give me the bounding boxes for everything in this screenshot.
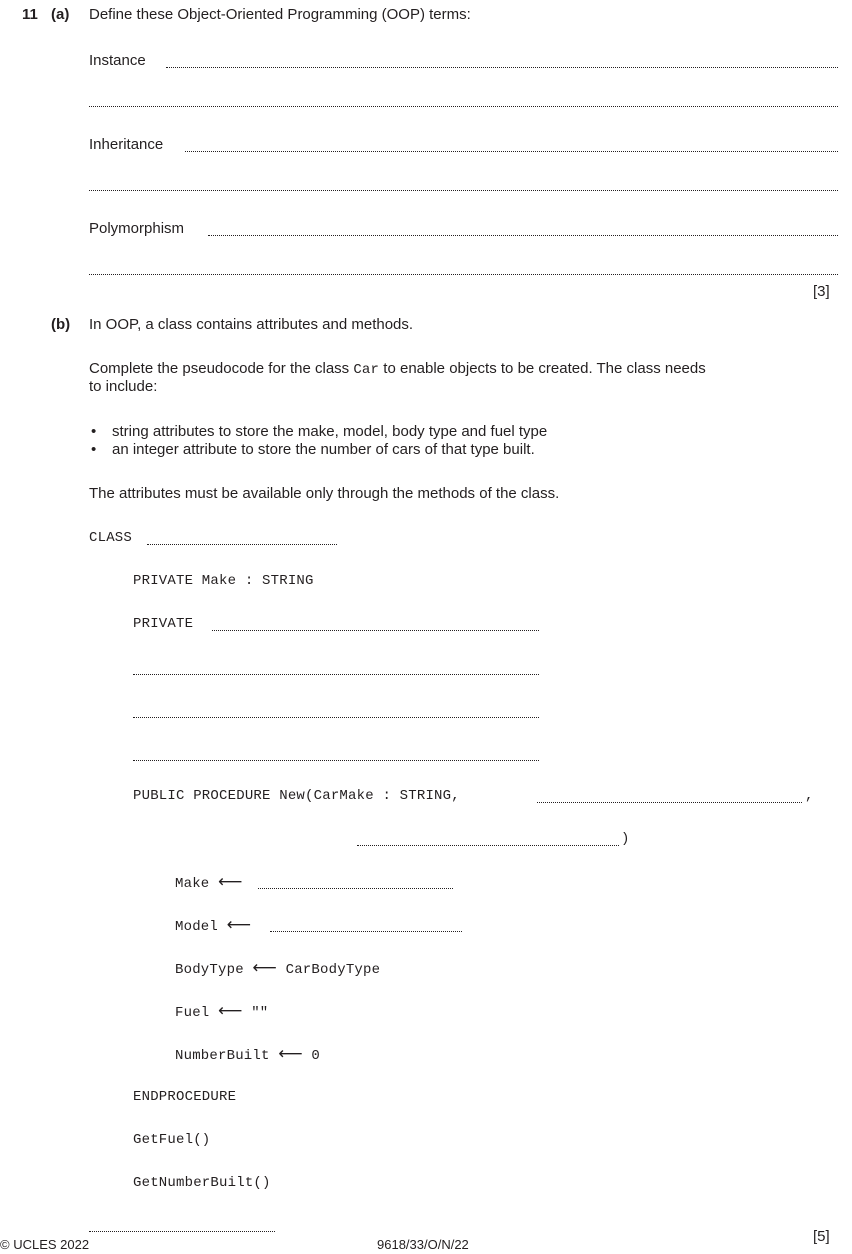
answer-line bbox=[133, 717, 539, 718]
code-private-make: PRIVATE Make : STRING bbox=[133, 573, 314, 589]
class-name-code: Car bbox=[353, 362, 380, 378]
code-class-keyword: CLASS bbox=[89, 530, 133, 546]
part-b-note: The attributes must be available only through the methods of the class. bbox=[89, 485, 560, 502]
code-endprocedure: ENDPROCEDURE bbox=[133, 1089, 237, 1105]
assignment-arrow-icon: ⟵ bbox=[252, 958, 277, 978]
code-comma: , bbox=[805, 788, 814, 804]
code-var: Make bbox=[175, 876, 210, 892]
code-private-keyword: PRIVATE bbox=[133, 616, 194, 632]
assignment-arrow-icon: ⟵ bbox=[218, 872, 243, 892]
part-b-label: (b) bbox=[51, 316, 71, 333]
assignment-arrow-icon: ⟵ bbox=[218, 1001, 243, 1021]
part-b-instruction-line2: to include: bbox=[89, 378, 158, 395]
answer-line bbox=[185, 151, 838, 152]
code-var: NumberBuilt bbox=[175, 1048, 270, 1064]
code-make-assign bbox=[175, 873, 243, 893]
assignment-arrow-icon: ⟵ bbox=[278, 1044, 303, 1064]
answer-line bbox=[270, 931, 462, 932]
code-constructor: PUBLIC PROCEDURE New(CarMake : STRING, bbox=[133, 788, 460, 804]
part-a-prompt: Define these Object-Oriented Programming (OOP) terms: bbox=[89, 6, 471, 23]
answer-line bbox=[89, 190, 838, 191]
code-value: 0 bbox=[311, 1048, 321, 1064]
code-model-assign bbox=[175, 916, 251, 936]
part-a-marks: [3] bbox=[813, 283, 830, 300]
code-numberbuilt-assign bbox=[175, 1045, 320, 1065]
term-instance: Instance bbox=[89, 52, 146, 69]
answer-line bbox=[133, 760, 539, 761]
code-var: BodyType bbox=[175, 962, 244, 978]
code-getfuel: GetFuel() bbox=[133, 1132, 211, 1148]
instruction-text: Complete the pseudocode for the class bbox=[89, 360, 354, 377]
code-getnumberbuilt: GetNumberBuilt() bbox=[133, 1175, 271, 1191]
code-value: CarBodyType bbox=[285, 962, 381, 978]
answer-line bbox=[89, 1231, 275, 1232]
bullet-item: an integer attribute to store the number of cars of that type built. bbox=[112, 441, 535, 458]
term-polymorphism: Polymorphism bbox=[89, 220, 185, 237]
instruction-text: to enable objects to be created. The class needs bbox=[379, 360, 706, 377]
answer-line bbox=[357, 845, 619, 846]
term-inheritance: Inheritance bbox=[89, 136, 164, 153]
answer-line bbox=[258, 888, 453, 889]
answer-line bbox=[89, 274, 838, 275]
code-value: "" bbox=[251, 1005, 269, 1021]
answer-line bbox=[537, 802, 802, 803]
answer-line bbox=[89, 106, 838, 107]
answer-line bbox=[147, 544, 337, 545]
bullet-symbol: • bbox=[91, 441, 97, 458]
bullet-item: string attributes to store the make, model, body type and fuel type bbox=[112, 423, 548, 440]
code-close-paren: ) bbox=[621, 831, 630, 847]
footer-paper-code: 9618/33/O/N/22 bbox=[377, 1237, 469, 1252]
part-b-intro: In OOP, a class contains attributes and methods. bbox=[89, 316, 414, 333]
code-var: Model bbox=[175, 919, 219, 935]
answer-line bbox=[212, 630, 539, 631]
code-fuel-assign bbox=[175, 1002, 268, 1022]
part-b-marks: [5] bbox=[813, 1228, 830, 1245]
bullet-symbol: • bbox=[91, 423, 97, 440]
assignment-arrow-icon: ⟵ bbox=[226, 915, 252, 935]
question-number: 11 bbox=[22, 6, 38, 23]
footer-copyright: © UCLES 2022 bbox=[0, 1237, 90, 1252]
part-a-label: (a) bbox=[51, 6, 70, 23]
part-b-instruction-line1 bbox=[89, 360, 706, 379]
answer-line bbox=[208, 235, 838, 236]
code-bodytype-assign bbox=[175, 959, 380, 979]
answer-line bbox=[133, 674, 539, 675]
answer-line bbox=[166, 67, 838, 68]
code-var: Fuel bbox=[175, 1005, 210, 1021]
